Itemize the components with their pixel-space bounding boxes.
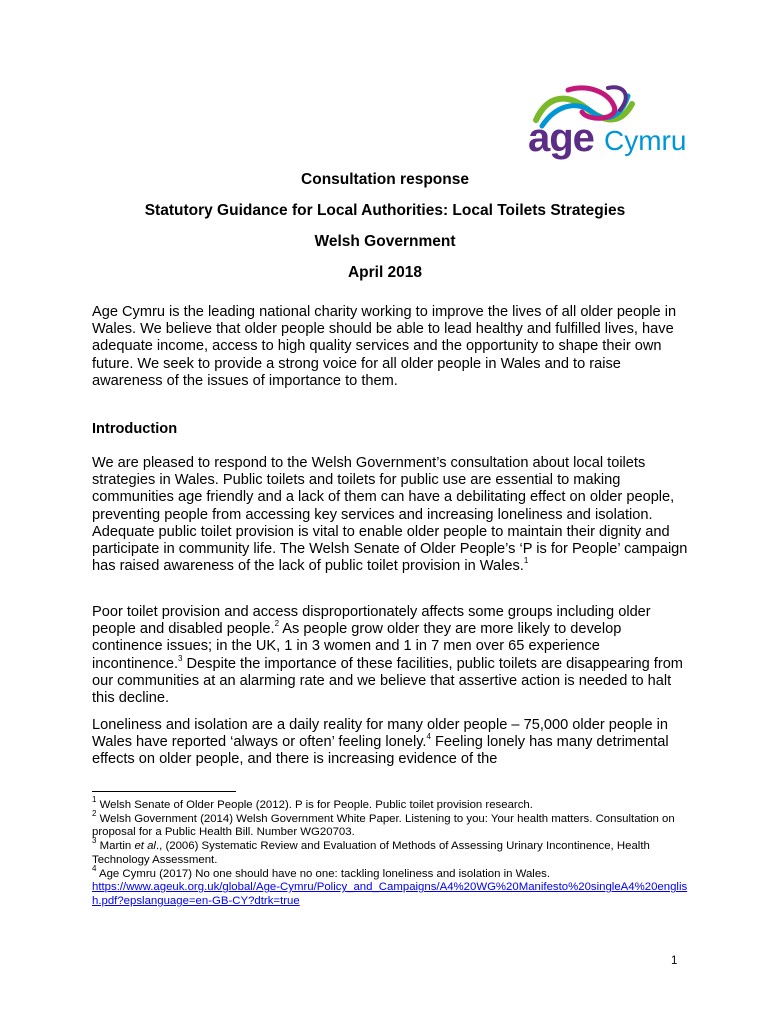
document-organisation: Welsh Government: [314, 233, 456, 250]
document-date: April 2018: [347, 264, 423, 281]
footnote-number: 3: [92, 836, 97, 846]
document-title: Consultation response: [301, 171, 469, 188]
footnote-text: Martin: [96, 840, 135, 853]
footnote-text: ., (2006) Systematic Review and Evaluation of Methods of Assessing Urinary Incontinence, Health Technology Assessment.: [92, 840, 650, 866]
intro-paragraph: Age Cymru is the leading national charity working to improve the lives of all older people in Wales. We believe that older people should be able to lead healthy and fulfilled lives, have adequate income, access to high quality services and the opportunity to shape their own future. We seek to provide a strong voice for all older people in Wales and to raise awareness of the issues of importance to them.: [92, 304, 677, 389]
footnote-4-link-wrap: [92, 881, 692, 908]
logo-age-text: age: [528, 116, 594, 160]
age-cymru-logo: [528, 82, 688, 160]
footnote-ref: 2: [274, 619, 280, 629]
footnotes: [92, 795, 692, 909]
footnote-divider: [92, 791, 236, 792]
paragraph-2-text: As people grow older they are more likely to develop continence issues; in the UK, 1 in 3 women and 1 in 7 men over 65 experience incontinence.: [92, 621, 622, 672]
footnote-text: Welsh Senate of Older People (2012). P is for People. Public toilet provision research.: [96, 799, 533, 811]
paragraph-3: [92, 717, 692, 769]
paragraph-2-text: Poor toilet provision and access disproportionately affects some groups including older people and disabled people.: [92, 604, 651, 638]
page-number: 1: [671, 955, 678, 967]
paragraph-2-text: Despite the importance of these facilities, public toilets are disappearing from our communities at an alarming rate and we believe that assertive action is needed to halt this decline.: [92, 655, 683, 707]
paragraph-1-text: We are pleased to respond to the Welsh Government’s consultation about local toilets strategies in Wales. Public toilets and toilets for public use are essential to making communities age friendly and a lack of them can have a debilitating effect on older people, preventing people from accessing key services and increasing loneliness and isolation. Adequate public toilet provision is vital to enable older people to maintain their dignity and participate in community life. The Welsh Senate of Older People’s ‘P is for People’ campaign has raised awareness of the lack of public toilet provision in Wales.: [92, 455, 688, 575]
footnote-number: 2: [92, 808, 97, 818]
footnote-text-italic: et al: [134, 840, 156, 853]
footnote-text: Welsh Government (2014) Welsh Government White Paper. Listening to you: Your health matters. Consultation on proposal for a Public Health Bill. Number WG20703.: [92, 812, 675, 839]
footnote-link[interactable]: https://www.ageuk.org.uk/global/Age-Cymru/Policy_and_Campaigns/A4%20WG%20Manifesto%20singleA4%20english.pdf?epslanguage=en-GB-CY?dtrk=true: [92, 881, 688, 907]
document-headings: [0, 170, 770, 294]
paragraph-3-text: Feeling lonely has many detrimental effects on older people, and there is increasing evidence of the: [92, 734, 669, 768]
footnote-1: [92, 795, 692, 813]
section-heading: Introduction: [92, 421, 178, 437]
paragraph-3-text: Loneliness and isolation are a daily reality for many older people – 75,000 older people in Wales have reported ‘always or often’ feeling lonely.: [92, 717, 669, 751]
footnote-ref: 4: [426, 732, 431, 742]
paragraph-1: [92, 455, 692, 575]
footnote-2: [92, 808, 692, 840]
document-subject: Statutory Guidance for Local Authorities: Local Toilets Strategies: [144, 202, 626, 219]
footnote-3: [92, 836, 692, 867]
footnote-ref: 1: [523, 556, 529, 566]
logo-cymru-text: Cymru: [604, 125, 687, 156]
footnote-4: [92, 863, 692, 882]
footnote-number: 1: [92, 795, 97, 805]
footnote-number: 4: [92, 863, 97, 873]
paragraph-2: [92, 604, 692, 707]
footnote-text: Age Cymru (2017) No one should have no one: tackling loneliness and isolation in Wales.: [96, 867, 551, 880]
footnote-ref: 3: [178, 653, 183, 663]
